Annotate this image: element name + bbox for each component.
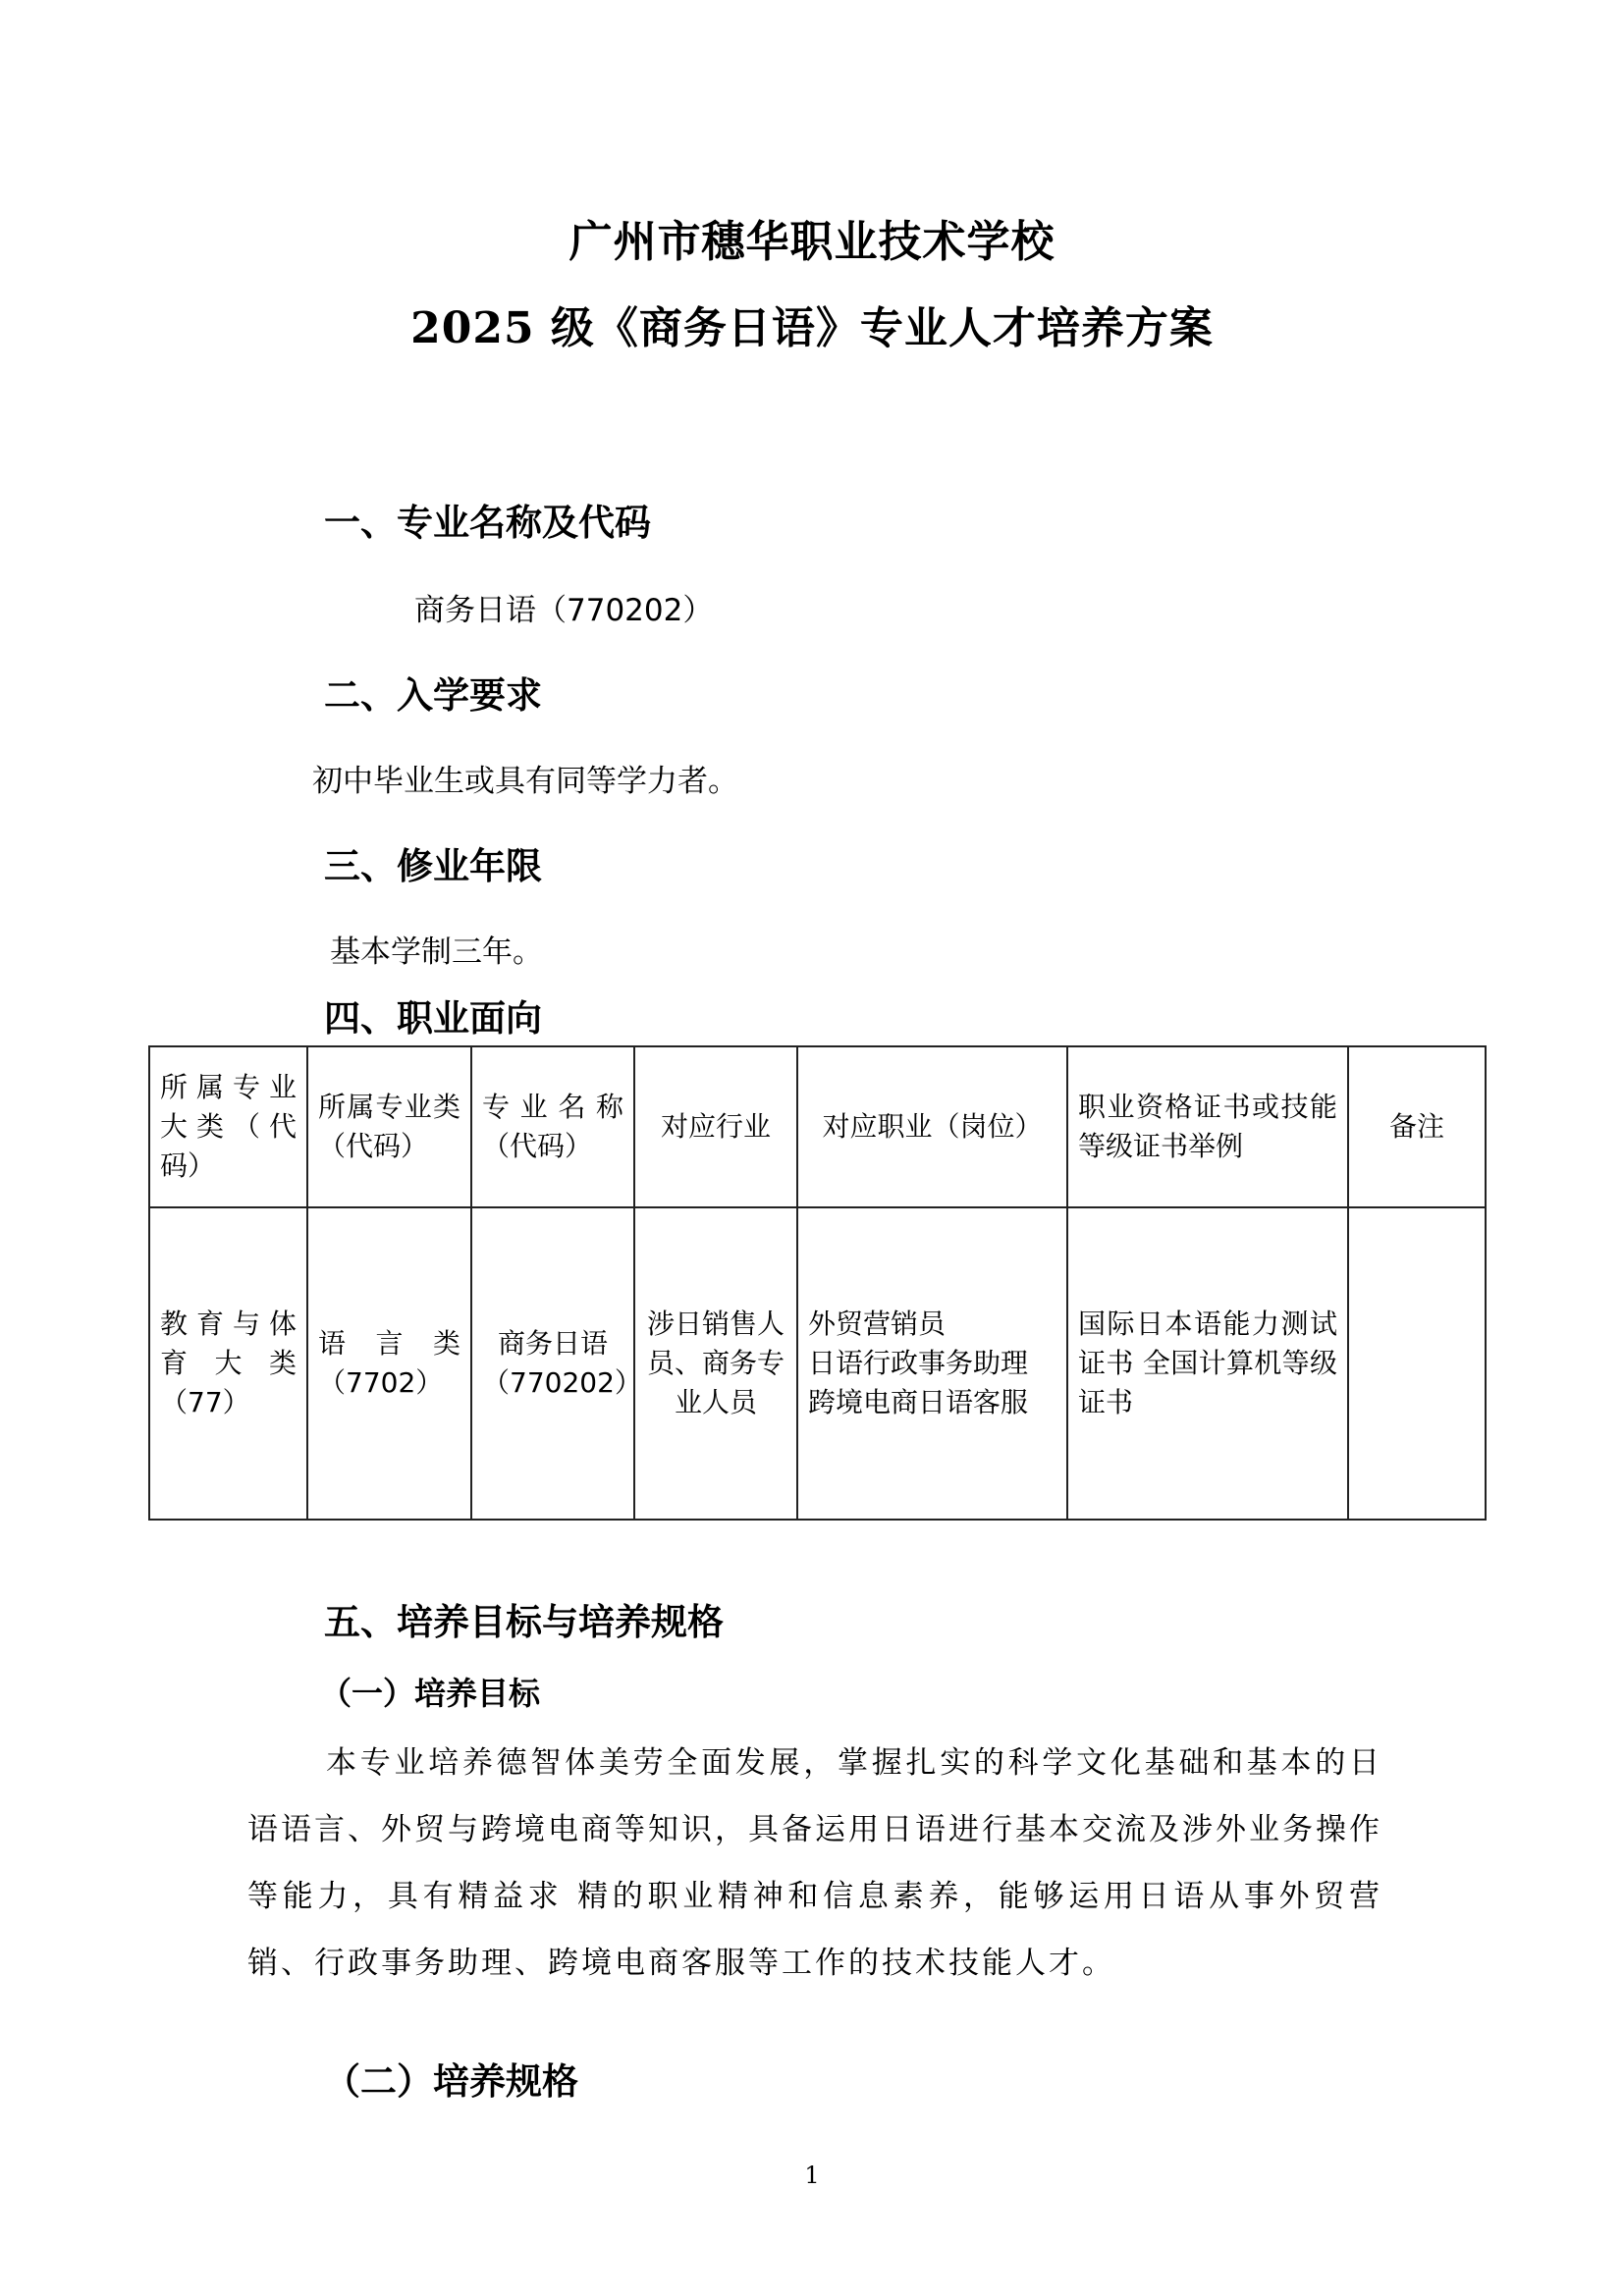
- table-header-cell: 专业名称（代码）: [471, 1046, 634, 1207]
- table-header-cell: 所属专业大类（代码）: [149, 1046, 307, 1207]
- job-item: 日语行政事务助理: [808, 1347, 1029, 1379]
- admission-requirement: 初中毕业生或具有同等学力者。: [312, 764, 738, 799]
- section-heading-duration: 三、修业年限: [324, 845, 542, 887]
- table-row: [149, 1207, 1486, 1520]
- table-cell-major: 商务日语（770202）: [471, 1207, 634, 1520]
- section-heading-admission: 二、入学要求: [324, 674, 542, 717]
- job-item: 外贸营销员: [808, 1308, 947, 1340]
- table-cell-industry: 涉日销售人员、商务专业人员: [634, 1207, 797, 1520]
- study-duration: 基本学制三年。: [330, 934, 543, 970]
- document-title-line2: 2025 级《商务日语》专业人才培养方案: [410, 303, 1214, 353]
- major-name-code: 商务日语（770202）: [414, 593, 714, 628]
- subheading-training-objective: （一）培养目标: [320, 1675, 541, 1712]
- section-heading-occupation: 四、职业面向: [324, 997, 542, 1040]
- table-header-cell: 对应行业: [634, 1046, 797, 1207]
- table-header-cell: 所属专业类（代码）: [307, 1046, 471, 1207]
- document-title-line1: 广州市穗华职业技术学校: [568, 217, 1056, 267]
- occupation-table: [148, 1045, 1487, 1521]
- table-cell-category: 教育与体育大类（77）: [149, 1207, 307, 1520]
- table-header-cell: 职业资格证书或技能等级证书举例: [1067, 1046, 1348, 1207]
- table-cell-jobs: [797, 1207, 1067, 1520]
- job-item: 跨境电商日语客服: [808, 1386, 1029, 1418]
- section-heading-objectives: 五、培养目标与培养规格: [324, 1601, 724, 1643]
- subheading-training-specification: （二）培养规格: [324, 2060, 578, 2103]
- table-header-cell: 对应职业（岗位）: [797, 1046, 1067, 1207]
- table-cell-class: 语 言 类（7702）: [307, 1207, 471, 1520]
- page-number: 1: [804, 2162, 820, 2189]
- table-cell-notes: [1348, 1207, 1486, 1520]
- section-heading-major-name: 一、专业名称及代码: [324, 502, 651, 544]
- table-header-cell: 备注: [1348, 1046, 1486, 1207]
- training-objective-paragraph: 本专业培养德智体美劳全面发展，掌握扎实的科学文化基础和基本的日语语言、外贸与跨境电商等知识，具备运用日语进行基本交流及涉外业务操作等能力，具有精益求 精的职业精神和信息素养，能够运用日语从事外贸营销、行政事务助理、跨境电商客服等工作的技术技能人才。: [247, 1745, 1382, 1981]
- table-header-row: [149, 1046, 1486, 1207]
- table-cell-certificates: 国际日本语能力测试证书 全国计算机等级证书: [1067, 1207, 1348, 1520]
